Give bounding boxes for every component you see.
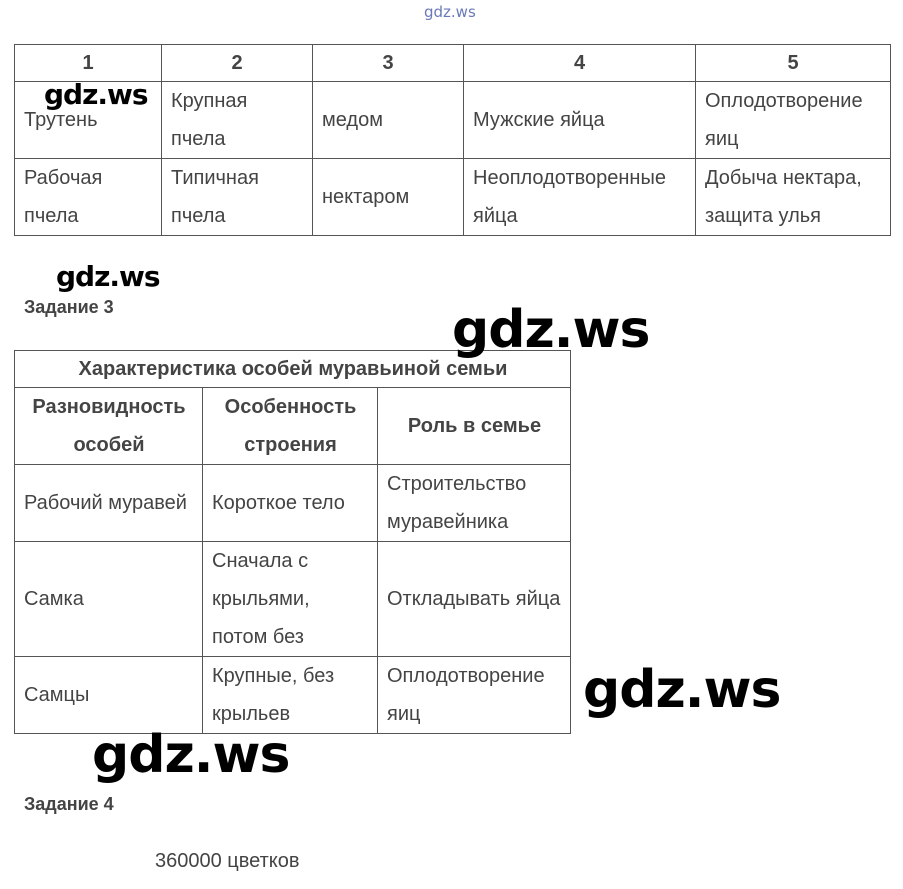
table-cell: медом [313, 82, 464, 159]
table-cell: Трутень [15, 82, 162, 159]
column-header: Разновидность особей [15, 388, 203, 465]
table-cell: Оплодотворение яиц [696, 82, 891, 159]
table-cell: Строительство муравейника [378, 465, 571, 542]
table-row [15, 465, 571, 542]
task4-answer: 360000 цветков [155, 850, 300, 872]
watermark: gdz.ws [92, 725, 290, 785]
column-header: Особенность строения [203, 388, 378, 465]
table-cell: Самцы [15, 657, 203, 734]
table-cell: Самка [15, 542, 203, 657]
table-cell: Сначала с крыльями, потом без [203, 542, 378, 657]
table-cell: Неоплодотворенные яйца [464, 159, 696, 236]
table-row [15, 657, 571, 734]
table-row [15, 159, 891, 236]
table-caption: Характеристика особей муравьиной семьи [15, 351, 571, 388]
column-header: 3 [313, 45, 464, 82]
table-row [15, 542, 571, 657]
table-cell: нектаром [313, 159, 464, 236]
table-cell: Мужские яйца [464, 82, 696, 159]
column-header: Роль в семье [378, 388, 571, 465]
watermark: gdz.ws [452, 300, 650, 360]
watermark: gdz.ws [44, 78, 148, 111]
task4-heading: Задание 4 [24, 794, 114, 814]
table-cell: Короткое тело [203, 465, 378, 542]
table-cell: Типичная пчела [162, 159, 313, 236]
watermark: gdz.ws [583, 660, 781, 720]
table-cell: Рабочий муравей [15, 465, 203, 542]
column-header: 5 [696, 45, 891, 82]
table-cell: Рабочая пчела [15, 159, 162, 236]
watermark-top: gdz.ws [424, 3, 476, 21]
table-cell: Откладывать яйца [378, 542, 571, 657]
watermark: gdz.ws [56, 260, 160, 293]
table-header-row [15, 388, 571, 465]
table-cell: Крупная пчела [162, 82, 313, 159]
bee-table [14, 44, 891, 236]
column-header: 1 [15, 45, 162, 82]
table-header-row [15, 45, 891, 82]
ant-table [14, 350, 571, 734]
table-cell: Оплодотворение яиц [378, 657, 571, 734]
table-cell: Добыча нектара, защита улья [696, 159, 891, 236]
table-cell: Крупные, без крыльев [203, 657, 378, 734]
column-header: 2 [162, 45, 313, 82]
task3-heading: Задание 3 [24, 297, 114, 317]
column-header: 4 [464, 45, 696, 82]
